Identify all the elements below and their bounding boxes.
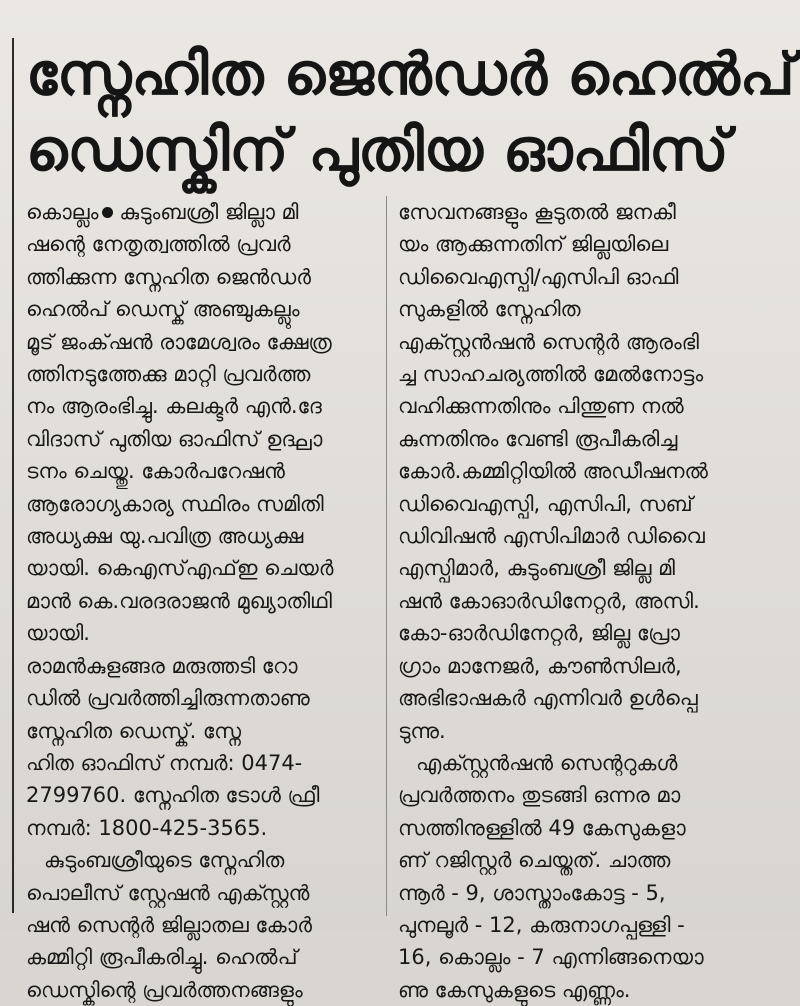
article-line: അഭിഭാഷകർ എന്നിവർ ഉൾപ്പെ (398, 686, 698, 711)
article-line: വിദാസ് പുതിയ ഓഫിസ് ഉദ്ഘാ (26, 426, 323, 451)
article-line: ത്തിക്കുന്ന സ്നേഹിത ജെൻഡർ (26, 264, 311, 289)
headline-line-1: സ്നേഹിത ജെൻഡർ ഹെൽപ് (26, 40, 795, 108)
article-line: കോർ.കമ്മിറ്റിയിൽ അഡീഷനൽ (398, 459, 708, 484)
left-border-rule (12, 38, 14, 913)
article-line: കോ-ഓർഡിനേറ്റർ, ജില്ല പ്രോ (398, 621, 680, 646)
article-line: ടുന്നു. (398, 718, 446, 743)
article-line: കുന്നതിനും വേണ്ടി രൂപീകരിച്ച (398, 426, 678, 451)
article-line: ഡിവൈഎസ്പി, എസിപി, സബ് (398, 491, 693, 516)
article-line: യായി. കെഎസ്എഫ്ഇ ചെയർ (26, 556, 334, 581)
column-divider (386, 196, 387, 916)
article-line: ണു കേസുകളുടെ എണ്ണം. (398, 977, 631, 1002)
article-line: യായി. (26, 621, 90, 646)
article-line: രാമൻകുളങ്ങര മരുത്തടി റോ (26, 653, 298, 678)
article-first-line (26, 196, 376, 228)
article-line: പ്രവർത്തനം തുടങ്ങി ഒന്നര മാ (398, 783, 681, 808)
article-line: വഹിക്കുന്നതിനും പിന്തുണ നൽ (398, 394, 684, 419)
right-column (398, 196, 778, 1006)
article-line: ത്തിനടുത്തേക്കു മാറ്റി പ്രവർത്ത (26, 362, 311, 387)
article-line: അധ്യക്ഷ യു.പവിത്ര അധ്യക്ഷ (26, 524, 304, 549)
article-line: എസ്പിമാർ, കുടുംബശ്രീ ജില്ല മി (398, 556, 675, 581)
article-line: ഡിവൈഎസ്പി/എസിപി ഓഫി (398, 264, 679, 289)
article-line: മൂട് ജംക്‌ഷൻ രാമേശ്വരം ക്ഷേത്ര (26, 329, 332, 354)
article-line: 16, കൊല്ലം - 7 എന്നിങ്ങനെയാ (398, 945, 704, 970)
left-column (26, 196, 376, 1006)
article-line: എക്സ്റ്റൻഷൻ സെന്ററുകൾ (416, 750, 678, 775)
article-line: ഹിത ഓഫിസ് നമ്പർ: 0474- (26, 750, 303, 775)
article-line: സ്നേഹിത ഡെസ്ക്. സ്നേ (26, 718, 242, 743)
article-line: ടനം ചെയ്തു. കോർപറേഷൻ (26, 459, 285, 484)
article-line: യം ആക്കുന്നതിന് ജില്ലയിലെ (398, 232, 669, 257)
article-line: ണ് റജിസ്റ്റർ ചെയ്തത്. ചാത്ത (398, 848, 671, 873)
article-line: എക്സ്റ്റൻഷൻ സെന്റർ ആരംഭി (398, 329, 699, 354)
article-line: ഷൻ കോഓർഡിനേറ്റർ, അസി. (398, 588, 700, 613)
article-line: ച്ച സാഹചര്യത്തിൽ മേൽനോട്ടം (398, 362, 704, 387)
article-line: കുടുംബശ്രീയുടെ സ്നേഹിത (44, 848, 285, 873)
article-line: ആരോഗ്യകാര്യ സ്ഥിരം സമിതി (26, 491, 324, 516)
article-line: നം ആരംഭിച്ചു. കലക്ടർ എൻ.ദേ (26, 394, 322, 419)
article-line: കമ്മിറ്റി രൂപീകരിച്ചു. ഹെൽപ് (26, 945, 298, 970)
article-line: ഷന്റെ നേതൃത്വത്തിൽ പ്രവർ (26, 232, 291, 257)
article-line: ഷൻ സെന്റർ ജില്ലാതല കോർ (26, 912, 312, 937)
article-line: സുകളിൽ സ്നേഹിത (398, 297, 581, 322)
article-line: പുനലൂർ - 12, കരുനാഗപ്പള്ളി - (398, 912, 685, 937)
article-line: പൊലീസ് സ്റ്റേഷൻ എക്സ്റ്റൻ (26, 880, 310, 905)
dateline: കൊല്ലം (26, 200, 99, 224)
article-line: ഗ്രാം മാനേജർ, കൗൺസിലർ, (398, 653, 682, 678)
article-line: മാൻ കെ.വരദരാജൻ മുഖ്യാതിഥി (26, 588, 332, 613)
article-line: ഡെസ്കിന്റെ പ്രവർത്തനങ്ങളും (26, 977, 303, 1002)
article-line: ഡിവിഷൻ എസിപിമാർ ഡിവൈ (398, 524, 705, 549)
article-line: ന്നൂർ - 9, ശാസ്താംകോട്ട - 5, (398, 880, 666, 905)
first-line-text: കുടുംബശ്രീ ജില്ലാ മി (119, 200, 299, 224)
article-line: 2799760. സ്നേഹിത ടോൾ ഫ്രീ (26, 783, 320, 808)
article-line: സത്തിനുള്ളിൽ 49 കേസുകളാ (398, 815, 686, 840)
article-line: സേവനങ്ങളും കൂടുതൽ ജനകീ (398, 200, 676, 224)
article-line: ഡിൽ പ്രവർത്തിച്ചിരുന്നതാണു (26, 686, 310, 711)
headline-line-2: ഡെസ്കിന് പുതിയ ഓഫിസ് (26, 116, 729, 184)
article-line: നമ്പർ: 1800-425-3565. (26, 815, 268, 840)
bullet-icon (102, 207, 113, 218)
article-line: ഹെൽപ് ഡെസ്ക് അഞ്ചുകല്ലും (26, 297, 300, 322)
headline (26, 36, 795, 188)
